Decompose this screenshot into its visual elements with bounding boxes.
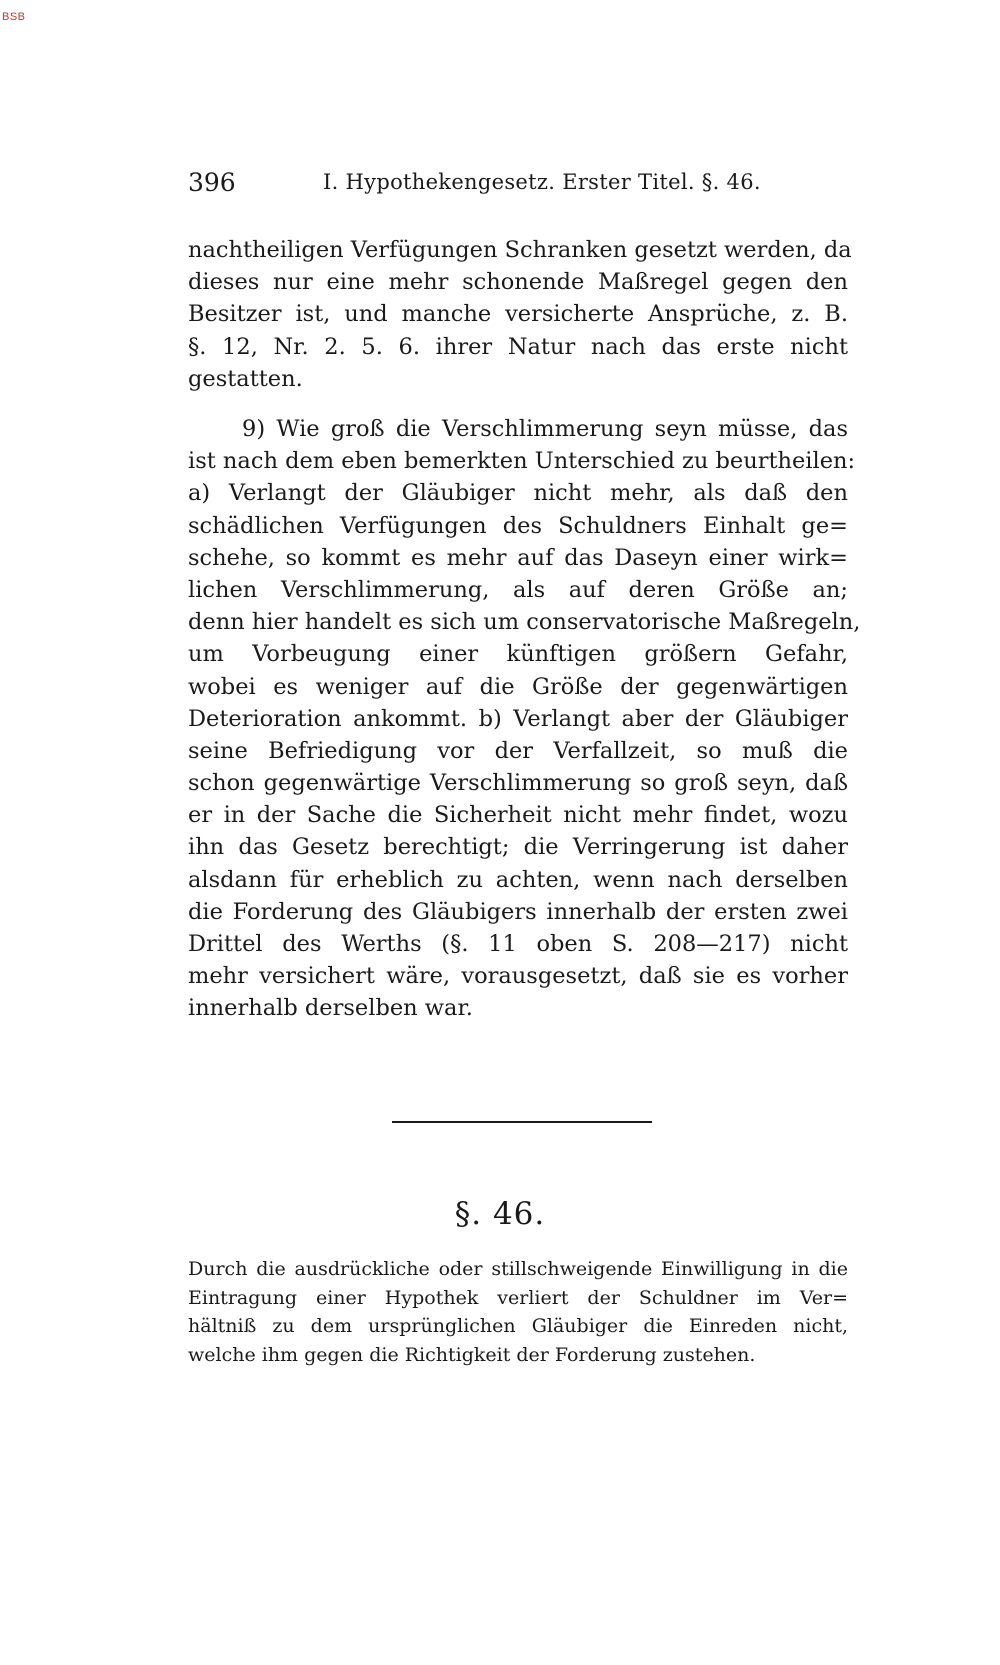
text-line: um Vorbeugung einer künftigen größern Gefahr, bbox=[188, 641, 848, 668]
text-line: nachtheiligen Verfügungen Schranken gesetzt werden, da bbox=[188, 237, 852, 263]
text-line: lichen Verschlimmerung, als auf deren Größe an; bbox=[188, 576, 848, 603]
summary-line: Durch die ausdrückliche oder stillschweigende Einwilligung in die bbox=[188, 1258, 848, 1280]
page-number: 396 bbox=[188, 168, 236, 197]
text-line: mehr versichert wäre, vorausgesetzt, daß sie es vorher bbox=[188, 963, 848, 990]
paragraph-note-9 bbox=[188, 413, 861, 1025]
text-line: 9) Wie groß die Verschlimmerung seyn müsse, das bbox=[242, 416, 848, 442]
section-summary bbox=[188, 1255, 848, 1369]
text-line: ist nach dem eben bemerkten Unterschied zu beurtheilen: bbox=[188, 448, 856, 475]
text-line: ihn das Gesetz berechtigt; die Verringerung ist daher bbox=[188, 834, 848, 861]
section-heading: §. 46. bbox=[454, 1196, 546, 1232]
running-title: I. Hypothekengesetz. Erster Titel. §. 46. bbox=[323, 170, 761, 194]
text-line: schon gegenwärtige Verschlimmerung so groß seyn, daß bbox=[188, 770, 848, 797]
text-line: gestatten. bbox=[188, 365, 303, 392]
text-line: a) Verlangt der Gläubiger nicht mehr, als daß den bbox=[188, 480, 848, 507]
text-line: Deterioration ankommt. b) Verlangt aber der Gläubiger bbox=[188, 705, 848, 732]
text-line: dieses nur eine mehr schonende Maßregel gegen den bbox=[188, 269, 848, 296]
text-line: Besitzer ist, und manche versicherte Ansprüche, z. B. bbox=[188, 301, 848, 328]
text-line: alsdann für erheblich zu achten, wenn nach derselben bbox=[188, 866, 848, 893]
summary-line: welche ihm gegen die Richtigkeit der Forderung zustehen. bbox=[188, 1343, 756, 1366]
paragraph-continuation bbox=[188, 234, 852, 395]
text-line: innerhalb derselben war. bbox=[188, 995, 473, 1022]
summary-line: hältniß zu dem ursprünglichen Gläubiger die Einreden nicht, bbox=[188, 1315, 848, 1337]
text-line: §. 12, Nr. 2. 5. 6. ihrer Natur nach das erste nicht bbox=[188, 333, 848, 360]
text-line: die Forderung des Gläubigers innerhalb der ersten zwei bbox=[188, 898, 848, 925]
text-line: er in der Sache die Sicherheit nicht mehr findet, wozu bbox=[188, 802, 848, 829]
running-head bbox=[188, 168, 761, 198]
text-line: wobei es weniger auf die Größe der gegenwärtigen bbox=[188, 673, 848, 700]
library-watermark: BSB bbox=[2, 11, 26, 23]
summary-line: Eintragung einer Hypothek verliert der Schuldner im Ver= bbox=[188, 1286, 848, 1309]
section-divider bbox=[392, 1121, 652, 1123]
text-line: Drittel des Werths (§. 11 oben S. 208—217) nicht bbox=[188, 931, 848, 957]
text-line: denn hier handelt es sich um conservatorische Maßregeln, bbox=[188, 609, 861, 636]
text-line: schädlichen Verfügungen des Schuldners Einhalt ge= bbox=[188, 512, 848, 539]
text-line: schehe, so kommt es mehr auf das Daseyn einer wirk= bbox=[188, 544, 848, 571]
text-line: seine Befriedigung vor der Verfallzeit, so muß die bbox=[188, 737, 848, 764]
